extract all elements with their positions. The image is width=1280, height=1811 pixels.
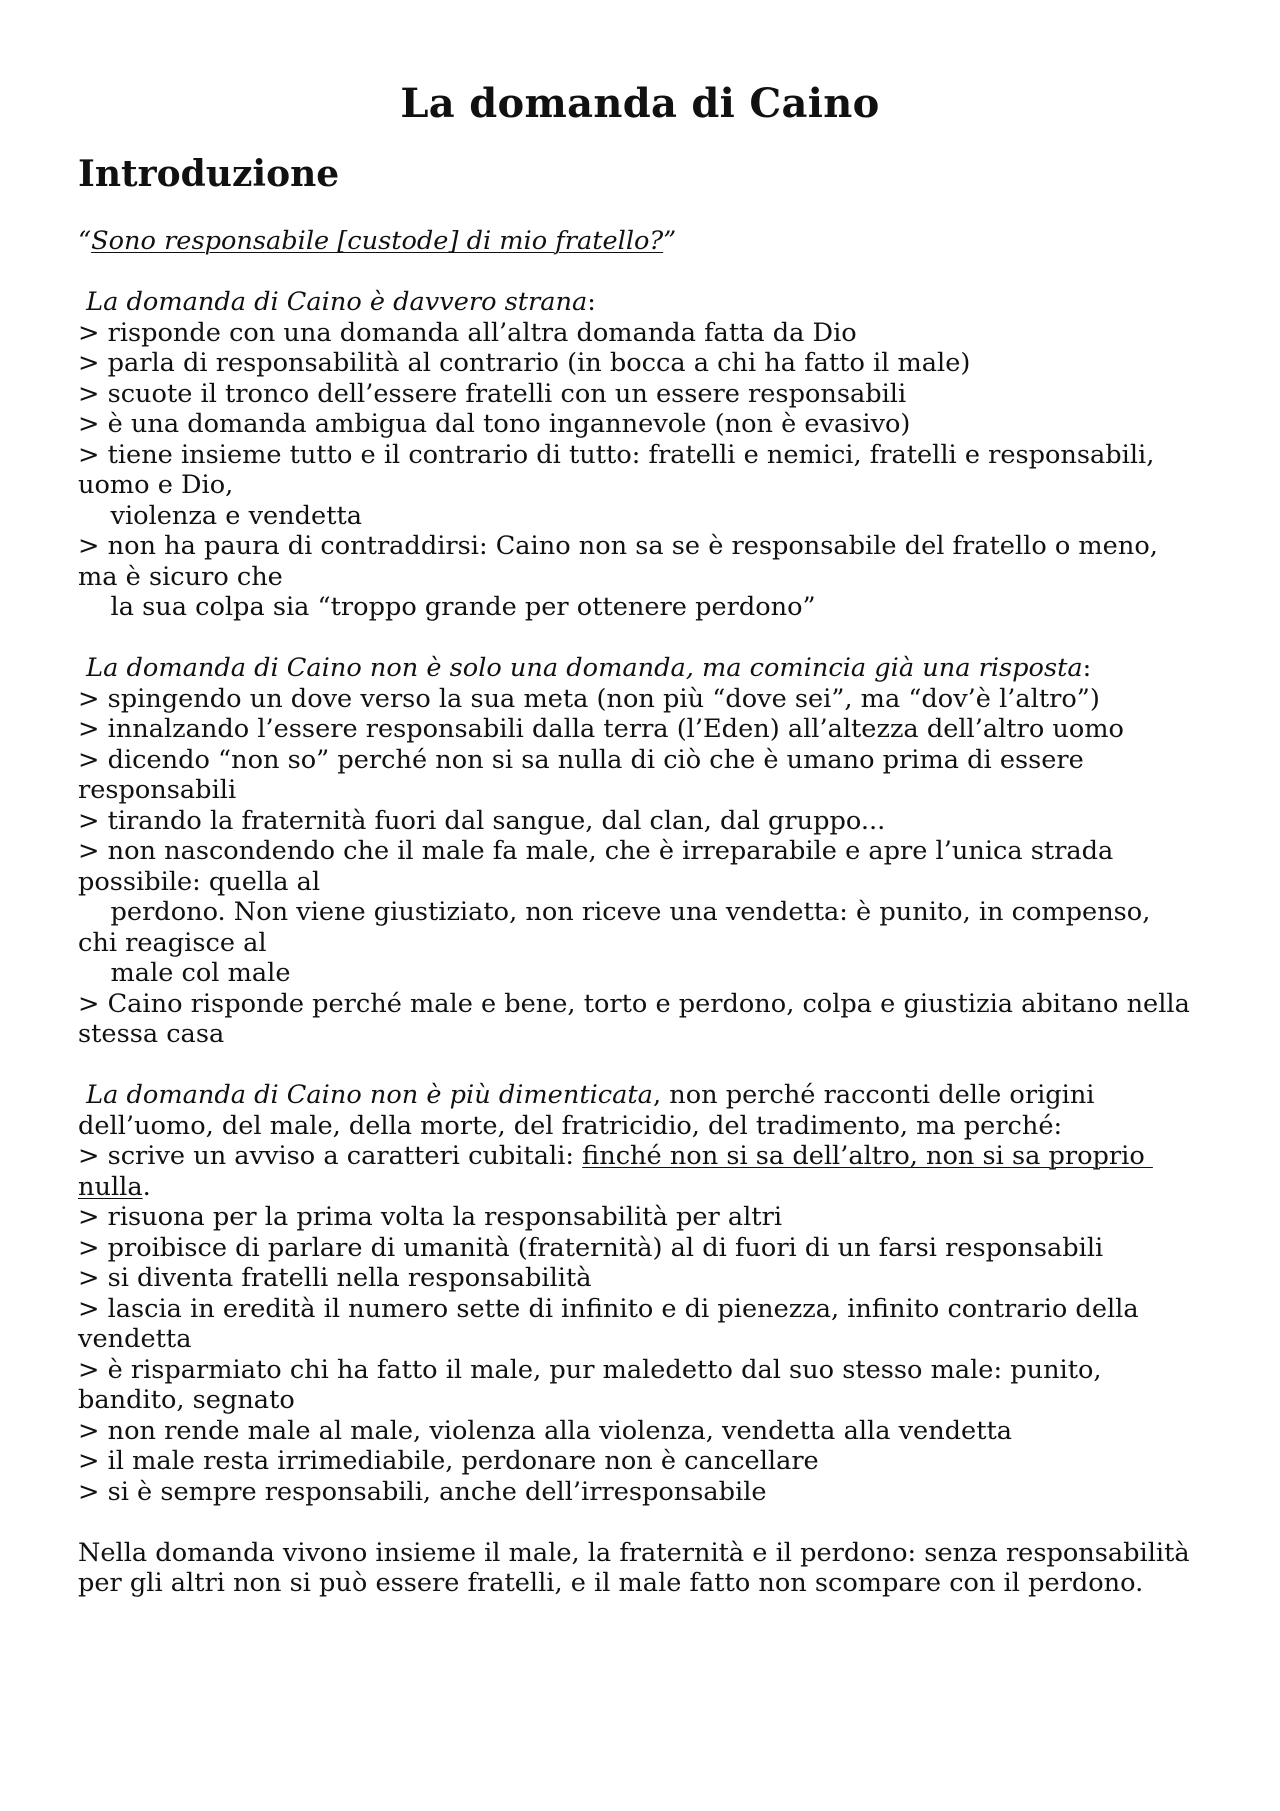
paragraph-block-1 xyxy=(78,287,1202,623)
list-item: responsabili xyxy=(78,775,237,805)
block1-lead xyxy=(78,287,1202,318)
list-item: > tirando la fraternità fuori dal sangue, dal clan, dal gruppo... xyxy=(78,805,886,836)
spacer xyxy=(78,1050,1202,1081)
list-item: chi reagisce al xyxy=(78,927,267,958)
list-item: > si diventa fratelli nella responsabilità xyxy=(78,1263,592,1293)
paragraph-block-3 xyxy=(78,1080,1202,1507)
block3-line-4 xyxy=(78,1172,1202,1203)
block1-lead-italic: La domanda di Caino è davvero strana xyxy=(78,287,588,317)
list-item: bandito, segnato xyxy=(78,1385,295,1415)
paragraph-block-2 xyxy=(78,653,1202,1050)
spacer xyxy=(78,257,1202,288)
block3-lead-italic: La domanda di Caino non è più dimenticata xyxy=(78,1080,653,1110)
list-item: > risuona per la prima volta la responsabilità per altri xyxy=(78,1202,783,1232)
block3-lead xyxy=(78,1080,1202,1111)
list-item: > è una domanda ambigua dal tono ingannevole (non è evasivo) xyxy=(78,409,911,439)
list-item: male col male xyxy=(78,958,291,988)
list-item: > tiene insieme tutto e il contrario di tutto: fratelli e nemici, fratelli e responsabili, xyxy=(78,439,1155,470)
list-item: violenza e vendetta xyxy=(78,500,363,531)
spacer xyxy=(78,1507,1202,1538)
list-item: > spingendo un dove verso la sua meta (non più “dove sei”, ma “dov’è l’altro”) xyxy=(78,683,1100,714)
block3-line-4-suffix: . xyxy=(142,1171,151,1202)
list-item: > non nascondendo che il male fa male, che è irreparabile e apre l’unica strada xyxy=(78,836,1114,866)
epigraph xyxy=(78,226,1202,257)
block3-line-3-prefix: > scrive un avviso a caratteri cubitali: xyxy=(78,1141,583,1171)
list-item: la sua colpa sia “troppo grande per ottenere perdono” xyxy=(78,592,816,622)
section-heading: Introduzione xyxy=(78,153,340,195)
list-item: > proibisce di parlare di umanità (fraternità) al di fuori di un farsi responsabili xyxy=(78,1232,1104,1263)
list-item: > parla di responsabilità al contrario (in bocca a chi ha fatto il male) xyxy=(78,348,971,378)
list-item: > non ha paura di contraddirsi: Caino non sa se è responsabile del fratello o meno, xyxy=(78,531,1158,561)
list-item: ma è sicuro che xyxy=(78,561,283,592)
block2-lead-italic: La domanda di Caino non è solo una domanda, ma comincia già una risposta xyxy=(78,653,1083,683)
list-item: stessa casa xyxy=(78,1019,225,1049)
list-item: > è risparmiato chi ha fatto il male, pur maledetto dal suo stesso male: punito, xyxy=(78,1354,1102,1385)
list-item: perdono. Non viene giustiziato, non riceve una vendetta: è punito, in compenso, xyxy=(78,897,1151,927)
list-item: > scuote il tronco dell’essere fratelli con un essere responsabili xyxy=(78,378,907,409)
list-item: > Caino risponde perché male e bene, torto e perdono, colpa e giustizia abitano nella xyxy=(78,988,1190,1019)
block3-lead-tail: , non perché racconti delle origini xyxy=(652,1080,1095,1110)
conclusion-paragraph xyxy=(78,1538,1202,1599)
page-title: La domanda di Caino xyxy=(400,80,880,127)
list-item: > lascia in eredità il numero sette di infinito e di pienezza, infinito contrario della xyxy=(78,1293,1139,1324)
block1-lead-tail: : xyxy=(587,287,596,317)
list-item: > dicendo “non so” perché non si sa nulla di ciò che è umano prima di essere xyxy=(78,744,1084,775)
list-item: > non rende male al male, violenza alla violenza, vendetta alla vendetta xyxy=(78,1415,1013,1446)
conclusion-line: Nella domanda vivono insieme il male, la fraternità e il perdono: senza responsabilità xyxy=(78,1537,1190,1568)
underlined-phrase-end: nulla xyxy=(78,1171,143,1202)
list-item: possibile: quella al xyxy=(78,866,321,897)
block3-line-3 xyxy=(78,1141,1202,1172)
block2-lead xyxy=(78,653,1202,684)
epigraph-text: Sono responsabile [custode] di mio fratello? xyxy=(91,226,664,256)
list-item: uomo e Dio, xyxy=(78,470,234,500)
block3-line-2: dell’uomo, del male, della morte, del fratricidio, del tradimento, ma perché: xyxy=(78,1110,1063,1141)
conclusion-line: per gli altri non si può essere fratelli, e il male fatto non scompare con il perdono. xyxy=(78,1568,1144,1598)
list-item: > risponde con una domanda all’altra domanda fatta da Dio xyxy=(78,317,857,348)
epigraph-close-quote: ” xyxy=(663,226,677,256)
list-item: vendetta xyxy=(78,1324,192,1354)
underlined-phrase: finché non si sa dell’altro, non si sa proprio xyxy=(582,1141,1153,1171)
list-item: > si è sempre responsabili, anche dell’irresponsabile xyxy=(78,1476,767,1507)
list-item: > il male resta irrimediabile, perdonare non è cancellare xyxy=(78,1446,819,1476)
block2-lead-tail: : xyxy=(1082,653,1092,683)
epigraph-open-quote: “ xyxy=(78,226,92,256)
spacer xyxy=(78,623,1202,654)
list-item: > innalzando l’essere responsabili dalla terra (l’Eden) all’altezza dell’altro uomo xyxy=(78,714,1124,744)
